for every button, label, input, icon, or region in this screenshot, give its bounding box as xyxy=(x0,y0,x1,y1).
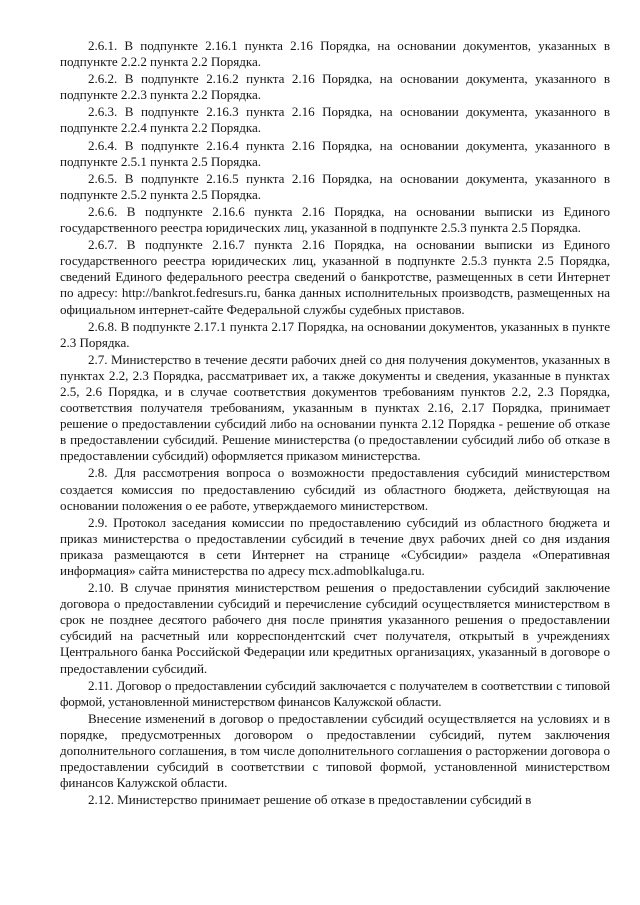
paragraph-2-6-1: 2.6.1. В подпункте 2.16.1 пункта 2.16 Порядка, на основании документов, указанных в подпункте 2.2.2 пункта 2.2 Порядка. xyxy=(60,38,610,70)
paragraph-2-6-8: 2.6.8. В подпункте 2.17.1 пункта 2.17 Порядка, на основании документов, указанных в пункте 2.3 Порядка. xyxy=(60,318,610,350)
paragraph-2-6-7: 2.6.7. В подпункте 2.16.7 пункта 2.16 Порядка, на основании выписки из Единого государственного реестра юридических лиц, указанной в подпункте 2.5.3 пункта 2.5 Порядка, сведений Единого федерального реестра сведений о банкротстве, размещенных в сети Интернет по адресу: http://bankrot.fedresurs.ru, банка данных исполнительных производств, размещенных на официальном интернет-сайте Федеральной службы судебных приставов. xyxy=(60,237,610,317)
paragraph-2-6-5: 2.6.5. В подпункте 2.16.5 пункта 2.16 Порядка, на основании документа, указанного в подпункте 2.5.2 пункта 2.5 Порядка. xyxy=(60,170,610,202)
paragraph-2-11-amendments: Внесение изменений в договор о предоставлении субсидий осуществляется на условиях и в порядке, предусмотренных договором о предоставлении субсидий, путем заключения дополнительного соглашения, в том числе дополнительного соглашения о расторжении договора о предоставлении субсидий в соответствии с типовой формой, установленной министерством финансов Калужской области. xyxy=(60,710,610,791)
paragraph-2-8: 2.8. Для рассмотрения вопроса о возможности предоставления субсидий министерством создается комиссия по предоставлению субсидий из областного бюджета, действующая на основании положения о ее работе, утверждаемого министерством. xyxy=(60,465,610,513)
paragraph-2-9: 2.9. Протокол заседания комиссии по предоставлению субсидий из областного бюджета и приказ министерства о предоставлении субсидий в течение двух рабочих дней со дня издания приказа размещаются в сети Интернет на странице «Субсидии» раздела «Оперативная информация» сайта министерства по адресу mcx.admoblkaluga.ru. xyxy=(60,514,610,578)
paragraph-2-6-4: 2.6.4. В подпункте 2.16.4 пункта 2.16 Порядка, на основании документа, указанного в подпункте 2.5.1 пункта 2.5 Порядка. xyxy=(60,137,610,169)
paragraph-2-6-2: 2.6.2. В подпункте 2.16.2 пункта 2.16 Порядка, на основании документа, указанного в подпункте 2.2.3 пункта 2.2 Порядка. xyxy=(60,71,610,103)
paragraph-2-6-3: 2.6.3. В подпункте 2.16.3 пункта 2.16 Порядка, на основании документа, указанного в подпункте 2.2.4 пункта 2.2 Порядка. xyxy=(60,104,610,136)
paragraph-2-10: 2.10. В случае принятия министерством решения о предоставлении субсидий заключение договора о предоставлении субсидий и перечисление субсидий осуществляется министерством в срок не позднее десятого рабочего дня после принятия указанного решения о предоставлении субсидий на расчетный или корреспондентский счет получателя, открытый в учреждениях Центрального банка Российской Федерации или кредитных организациях, указанный в договоре о предоставлении субсидий. xyxy=(60,580,610,676)
paragraph-2-7: 2.7. Министерство в течение десяти рабочих дней со дня получения документов, указанных в пунктах 2.2, 2.3 Порядка, рассматривает их, а также документы и сведения, указанные в пунктах 2.5, 2.6 Порядка, и в случае соответствия документов требованиям пунктов 2.2, 2.3 Порядка, соответствия получателя требованиям, указанным в пунктах 2.16, 2.17 Порядка, принимает решение о предоставлении субсидий либо на основании пункта 2.12 Порядка - решение об отказе в предоставлении субсидий. Решение министерства (о предоставлении субсидий либо об отказе в предоставлении субсидий) оформляется приказом министерства. xyxy=(60,351,610,464)
paragraph-2-12: 2.12. Министерство принимает решение об отказе в предоставлении субсидий в xyxy=(88,792,532,808)
paragraph-2-6-6: 2.6.6. В подпункте 2.16.6 пункта 2.16 Порядка, на основании выписки из Единого государственного реестра юридических лиц, указанной в подпункте 2.5.3 пункта 2.5 Порядка. xyxy=(60,203,610,236)
paragraph-2-11: 2.11. Договор о предоставлении субсидий заключается с получателем в соответствии с типовой формой, установленной министерством финансов Калужской области. xyxy=(60,677,610,709)
